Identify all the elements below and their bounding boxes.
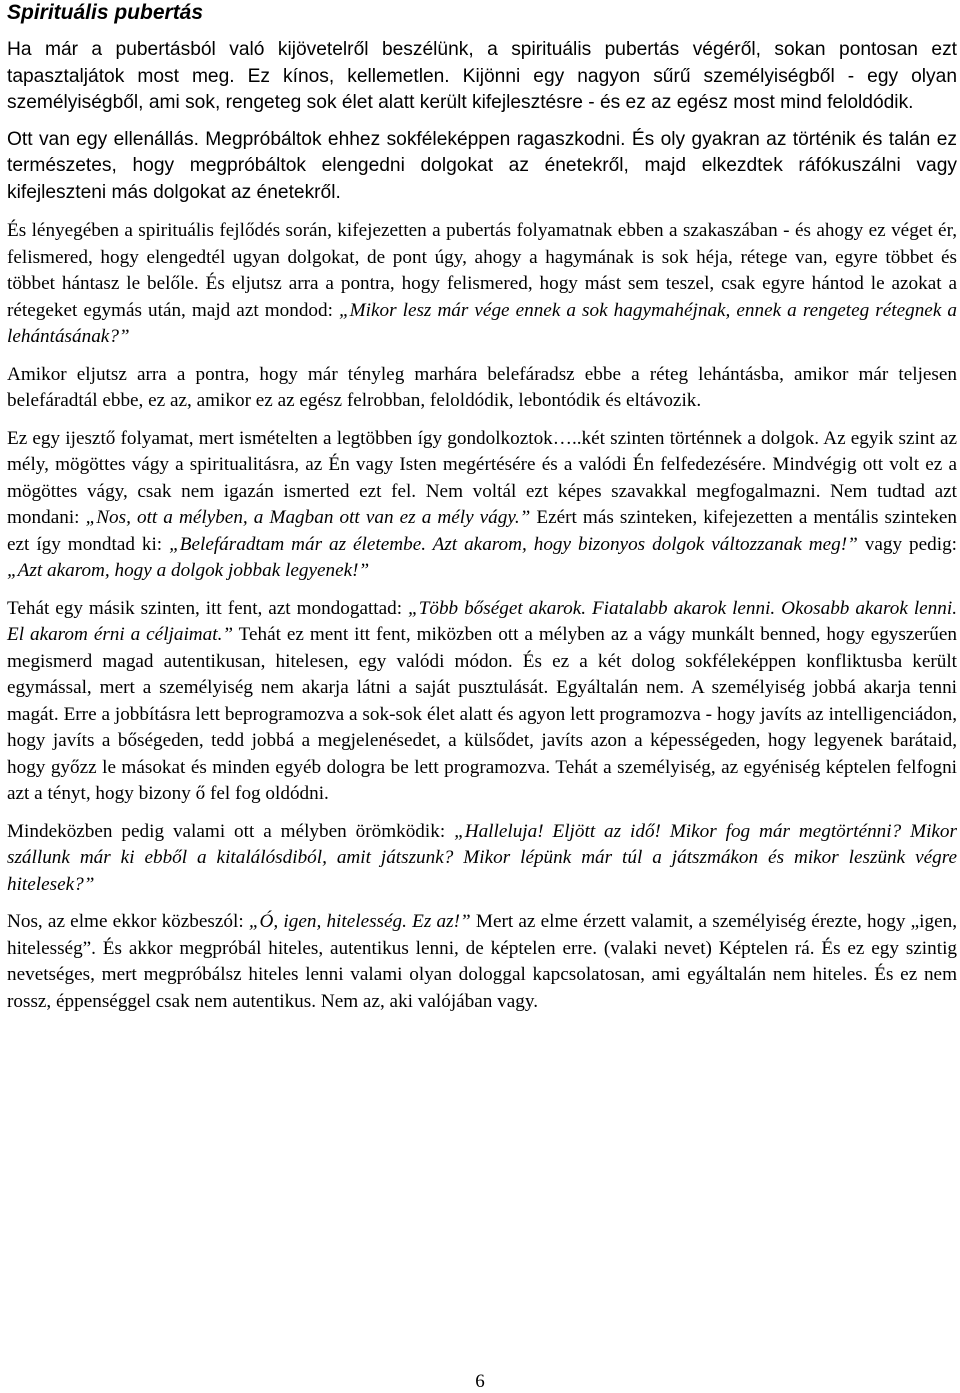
paragraph-text: Ezért más szinteken, kifejezetten a mentális szinteken ezt így mondtad ki: — [7, 507, 957, 555]
document-title: Spirituális pubertás — [7, 1, 204, 24]
quote-text: „Belefáradtam már az életembe. Azt akarom, hogy bizonyos dolgok változzanak meg!” — [169, 533, 858, 555]
paragraph-text: Tehát egy másik szinten, itt fent, azt mondogattad: — [7, 597, 409, 619]
paragraph-two-levels — [7, 426, 957, 585]
quote-text: „Azt akarom, hogy a dolgok jobbak legyenek!” — [7, 560, 370, 581]
paragraph-rejoicing — [7, 819, 957, 899]
paragraph-text: Mindeközben pedig valami ott a mélyben örömködik: — [7, 820, 455, 842]
paragraph-text: Tehát ez ment itt fent, miközben ott a mélyben az a vágy munkált benned, hogy egyszerűen megismerd magad autentikusan, hitelesen, egy valódi módon. És ez a két dolog sokféleképpen konfliktusba került egymással, mert a személyiség nem akarja látni a saját pusztulását. Egyáltalán nem. A személyiség jobbá akarja tenni magát. Erre a jobbításra lett beprogramozva a sok-sok élet alatt és agyon lett programozva - hogy javíts az intelligenciádon, hogy javíts a bőségeden, tedd jobbá a megjelenésedet, a külsődet, javíts azon a képességeden, hogy legyenek barátaid, hogy győzz le másokat és minden egyéb dologra be lett programozva. Tehát a személyiség, az egyéniség képtelen felfogni azt a tényt, hogy bizony ő fel fog oldódni. — [7, 624, 957, 804]
paragraph-text: Ez egy ijesztő folyamat, mert ismételten a legtöbben így gondolkoztok…..két szinten történnek a dolgok. Az egyik szint az mély, mögöttes vágy a spiritualitásra, az Én vagy Isten megértésére és a valódi Én felfedezésére. Mindvégig ott volt ez a mögöttes vágy, csak nem igazán ismerted ezt fel. Nem voltál ezt képes szavakkal megfogalmazni. Nem tudtad azt mondani: — [7, 427, 957, 528]
quote-text: „Halleluja! Eljött az idő! Mikor fog már megtörténni? Mikor szállunk már ki ebből a kitalálósdiból, amit játszunk? Mikor lépünk már túl a játszmákon és mikor leszünk végre hitelesek?” — [7, 820, 957, 895]
paragraph-text: Mert az elme érzett valamit, a személyiség érezte, hogy „igen, hitelesség”. És akkor megpróbál hiteles, autentikus lenni, de képtelen erre. (valaki nevet) Képtelen rá. És ez egy szintig nevetséges, mert megpróbálsz hiteles lenni valami olyan dologgal kapcsolatosan, ami egyáltalán nem hiteles. És ez nem rossz, éppenséggel csak nem autentikus. Nem az, aki valójában vagy. — [7, 911, 957, 1012]
paragraph-tired: Amikor eljutsz arra a pontra, hogy már tényleg marhára belefáradsz ebbe a réteg lehántásba, amikor már teljesen belefáradtál ebbe, ez az, amikor ez az egész felrobban, feloldódik, lebontódik és eltávozik. — [7, 363, 957, 411]
paragraph-personality — [7, 596, 957, 808]
quote-text: „Több bőséget akarok. Fiatalabb akarok lenni. Okosabb akarok lenni. El akarom érni a céljaimat.” — [7, 597, 957, 645]
paragraph-resistance: Ott van egy ellenállás. Megpróbáltok ehhez sokféleképpen ragaszkodni. És oly gyakran az történik és talán ez természetes, hogy megpróbáltok elengedni dolgokat az énetekről, majd elkezdtek ráfókuszálni vagy kifejleszteni más dolgokat az énetekről. — [7, 128, 957, 203]
quote-text: „Ó, igen, hitelesség. Ez az!” — [248, 911, 471, 932]
paragraph-text: Nos, az elme ekkor közbeszól: — [7, 911, 249, 932]
document-page — [7, 0, 957, 1015]
paragraph-authenticity — [7, 909, 957, 1015]
page-number: 6 — [475, 1371, 485, 1392]
paragraph-intro: Ha már a pubertásból való kijövetelről beszélünk, a spirituális pubertás végéről, sokan pontosan ezt tapasztaljátok most meg. Ez kínos, kellemetlen. Kijönni egy nagyon sűrű személyiségből - egy olyan személyiségből, ami sok, rengeteg sok élet alatt került kifejlesztésre - és ez az egész most mind feloldódik. — [7, 39, 957, 113]
paragraph-text: És lényegében a spirituális fejlődés során, kifejezetten a pubertás folyamatnak ebben a szakaszában - és ahogy ez véget ér, felismered, hogy elengedtél ugyan dolgokat, de pont úgy, ahogy a hagymának is sok héja, rétege van, egyre többet és többet hántasz le belőle. És eljutsz arra a pontra, hogy felismered, hogy mást sem teszel, csak egyre hántod le azokat a rétegeket egymás után, majd azt mondod: — [7, 220, 957, 321]
paragraph-onion-layers — [7, 218, 957, 351]
quote-text: „Mikor lesz már vége ennek a sok hagymahéjnak, ennek a rengeteg rétegnek a lehántásának?” — [7, 299, 957, 347]
quote-text: „Nos, ott a mélyben, a Magban ott van ez a mély vágy.” — [85, 507, 531, 528]
paragraph-text: vagy pedig: — [857, 533, 957, 555]
